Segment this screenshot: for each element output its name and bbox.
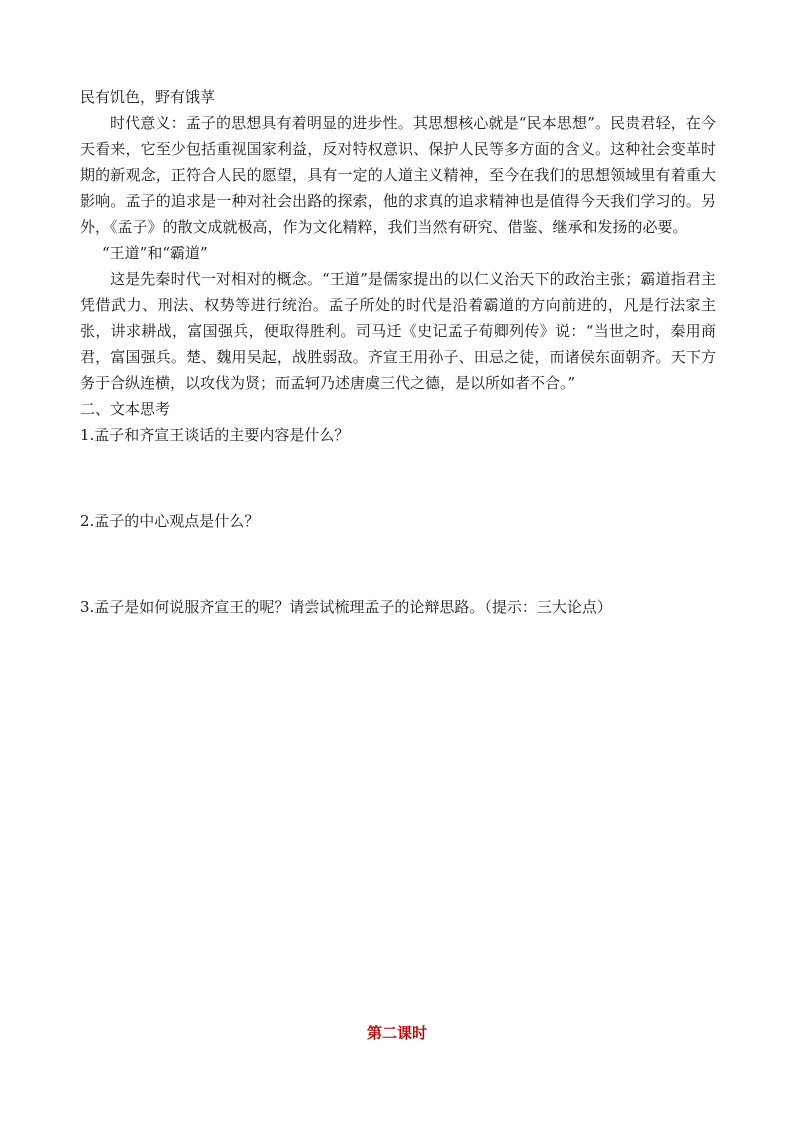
significance-paragraph: 时代意义：孟子的思想具有着明显的进步性。其思想核心就是“民本思想”。民贵君轻，在今天看来，它至少包括重视国家利益，反对特权意识、保护人民等多方面的含义。这种社会变革时期的新观念，正符合人民的愿望，具有一定的人道主义精神，至今在我们的思想领域里有着重大影响。孟子的追求是一种对社会出路的探索，他的求真的追求精神也是值得今天我们学习的。另外，《孟子》的散文成就极高，作为文化精粹，我们当然有研究、借鉴、继承和发扬的必要。 (80, 114, 716, 236)
question-2: 2.孟子的中心观点是什么？ (80, 512, 260, 530)
wangdao-paragraph: 这是先秦时代一对相对的概念。“王道”是儒家提出的以仁义治天下的政治主张；霸道指君主凭借武力、刑法、权势等进行统治。孟子所处的时代是沿着霸道的方向前进的，凡是行法家主张，讲求耕战，富国强兵，便取得胜利。司马迁《史记孟子荀卿列传》说：“当世之时，秦用商君，富国强兵。楚、魏用吴起，战胜弱敌。齐宣王用孙子、田忌之徒，而诸侯东面朝齐。天下方务于合纵连横，以攻伐为贤；而孟轲乃述唐虞三代之德，是以所如者不合。” (80, 270, 716, 392)
wangdao-heading: “王道”和“霸道” (102, 244, 208, 262)
section-title: 二、文本思考 (80, 400, 171, 418)
first-line: 民有饥色，野有饿莩 (80, 88, 216, 106)
question-3: 3.孟子是如何说服齐宣王的呢？请尝试梳理孟子的论辩思路。（提示：三大论点） (80, 598, 612, 616)
lesson-footer-title: 第二课时 (366, 1024, 427, 1042)
document-body (80, 84, 716, 620)
question-1: 1.孟子和齐宣王谈话的主要内容是什么？ (80, 426, 350, 444)
